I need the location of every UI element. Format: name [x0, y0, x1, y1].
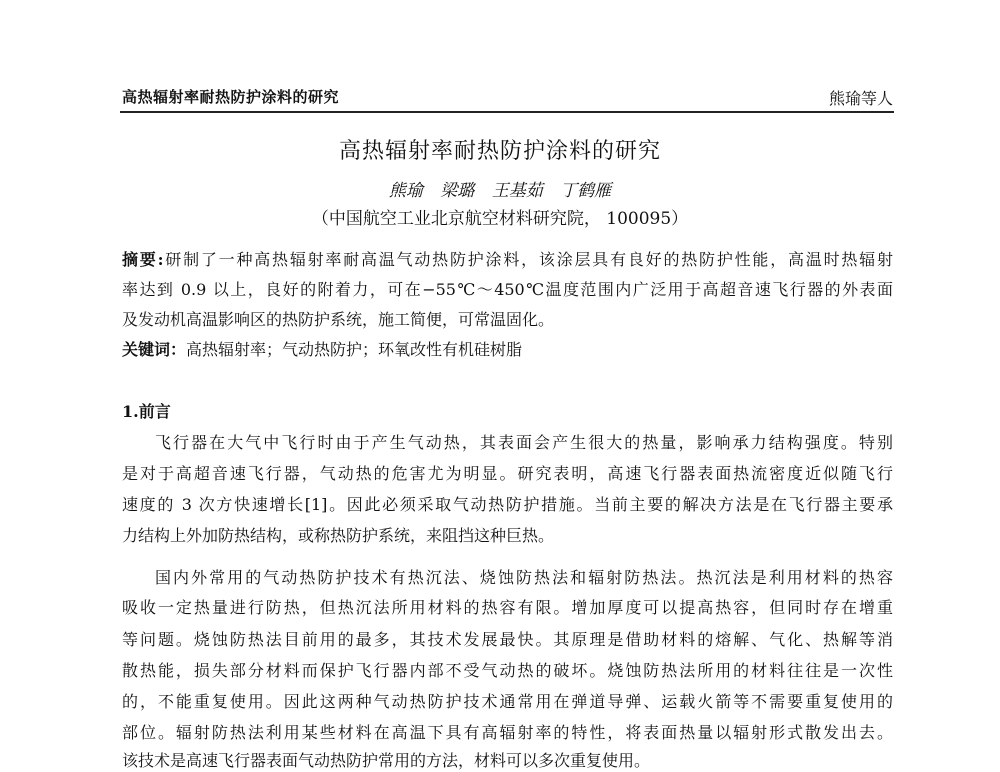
paragraph-line: 等问题。烧蚀防热法目前用的最多，其技术发展最快。其原理是借助材料的熔解、气化、热解等消 — [122, 630, 893, 649]
abstract-line — [122, 249, 893, 271]
paragraph-line: 是对于高超音速飞行器，气动热的危害尤为明显。研究表明，高速飞行器表面热流密度近似随飞行 — [122, 464, 893, 483]
paragraph-line: 散热能，损失部分材料而保护飞行器内部不受气动热的破坏。烧蚀防热法所用的材料往往是一次性 — [122, 661, 893, 680]
keywords-label: 关键词： — [122, 340, 187, 359]
running-title: 高热辐射率耐热防护涂料的研究 — [122, 88, 340, 106]
paragraph-line: 力结构上外加防热结构，或称热防护系统，来阻挡这种巨热。 — [122, 526, 555, 545]
abstract-line: 率达到 0.9 以上，良好的附着力，可在−55℃～450℃温度范围内广泛用于高超音速飞行器的外表面 — [122, 280, 893, 299]
affiliation: （中国航空工业北京航空材料研究院， 100095） — [311, 209, 689, 229]
abstract-line: 及发动机高温影响区的热防护系统，施工简便，可常温固化。 — [122, 310, 555, 329]
authors: 熊瑜 梁璐 王基茹 丁鹤雁 — [388, 181, 612, 201]
section-heading: 1.前言 — [122, 402, 171, 421]
header-rule — [120, 111, 894, 113]
paragraph-line: 速度的 3 次方快速增长[1]。因此必须采取气动热防护措施。当前主要的解决方法是在飞行器主要承 — [122, 495, 893, 514]
paragraph-line: 国内外常用的气动热防护技术有热沉法、烧蚀防热法和辐射防热法。热沉法是利用材料的热容 — [155, 568, 893, 587]
paragraph-line: 的，不能重复使用。因此这两种气动热防护技术通常用在弹道导弹、运载火箭等不需要重复使用的 — [122, 692, 893, 711]
paragraph-line: 该技术是高速飞行器表面气动热防护常用的方法，材料可以多次重复使用。 — [122, 751, 651, 770]
abstract-text: 研制了一种高热辐射率耐高温气动热防护涂料，该涂层具有良好的热防护性能，高温时热辐射 — [163, 250, 893, 269]
paragraph-line: 飞行器在大气中飞行时由于产生气动热，其表面会产生很大的热量，影响承力结构强度。特别 — [155, 433, 893, 452]
paragraph-line: 吸收一定热量进行防热，但热沉法所用材料的热容有限。增加厚度可以提高热容，但同时存在增重 — [122, 598, 893, 617]
keywords-line — [122, 339, 893, 361]
paragraph-line: 部位。辐射防热法利用某些材料在高温下具有高辐射率的特性，将表面热量以辐射形式散发出去。 — [122, 723, 893, 742]
keywords-text: 高热辐射率；气动热防护；环氧改性有机硅树脂 — [186, 340, 523, 359]
abstract-label: 摘要: — [122, 250, 164, 269]
running-authors: 熊瑜等人 — [828, 89, 893, 108]
paper-title: 高热辐射率耐热防护涂料的研究 — [338, 139, 661, 164]
running-header — [122, 86, 893, 110]
